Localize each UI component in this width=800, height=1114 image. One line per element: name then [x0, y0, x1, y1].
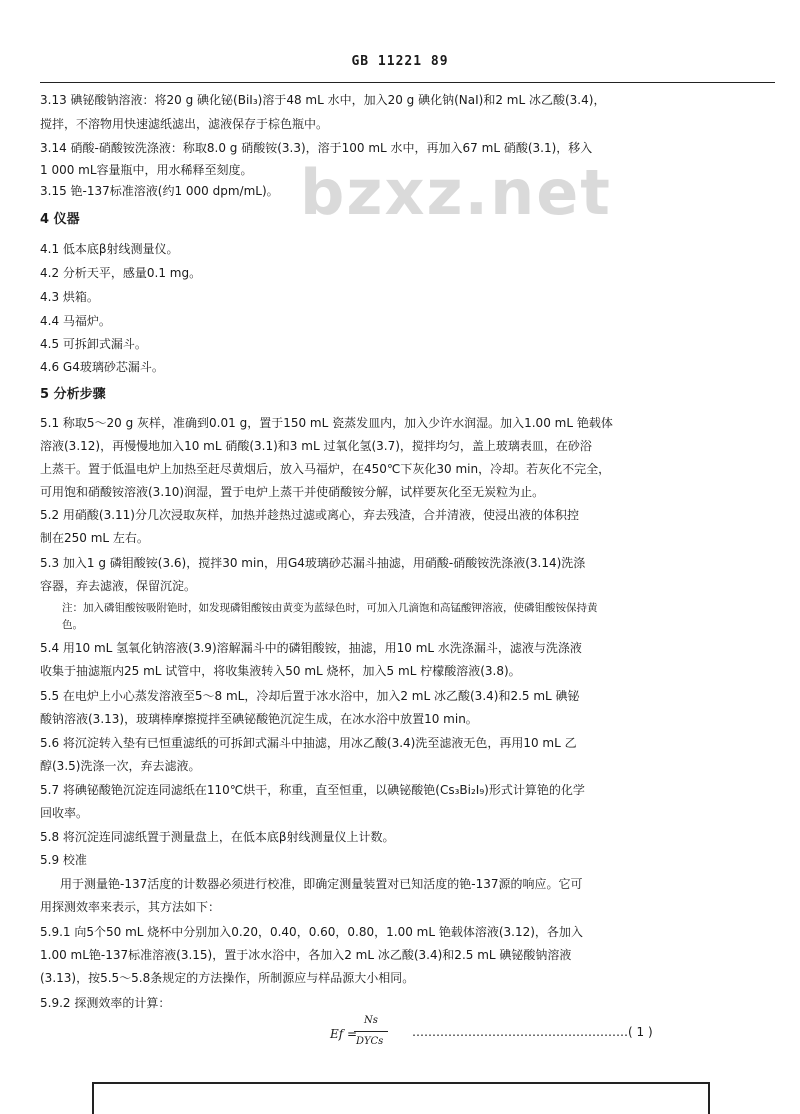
- text-line: 4.6 G4玻璃砂芯漏斗。: [40, 360, 164, 374]
- text-line: 5.8 将沉淀连同滤纸置于测量盘上，在低本底β射线测量仪上计数。: [40, 830, 395, 844]
- text-line: 容器，弃去滤液，保留沉淀。: [40, 579, 197, 593]
- text-line: 5.3 加入1 g 磷钼酸铵(3.6)，搅拌30 min，用G4玻璃砂芯漏斗抽滤，用硝酸-硝酸铵洗涤液(3.14)洗涤: [40, 556, 586, 570]
- note-line: 色。: [62, 619, 83, 631]
- equation-number: ………………………………………………( 1 ): [412, 1025, 653, 1039]
- equation-line: [330, 1015, 670, 1056]
- text-line: 溶液(3.12)，再慢慢地加入10 mL 硝酸(3.1)和3 mL 过氧化氢(3.7)，搅拌均匀，盖上玻璃表皿，在砂浴: [40, 439, 592, 453]
- formula-fraction: [330, 1014, 390, 1048]
- note-line: 注：加入磷钼酸铵吸附铯时，如发现磷钼酸铵由黄变为蓝绿色时，可加入几滴饱和高锰酸钾溶液，使磷钼酸铵保持黄: [62, 602, 598, 614]
- text-line: 3.13 碘铋酸钠溶液：将20 g 碘化铋(BiI₃)溶于48 mL 水中，加入20 g 碘化钠(NaI)和2 mL 冰乙酸(3.4)，: [40, 93, 606, 107]
- text-line: 搅拌，不溶物用快速滤纸滤出，滤液保存于棕色瓶中。: [40, 117, 329, 131]
- text-line: 5.9.1 向5个50 mL 烧杯中分别加入0.20，0.40，0.60，0.80，1.00 mL 铯载体溶液(3.12)，各加入: [40, 925, 583, 939]
- text-line: 收集于抽滤瓶内25 mL 试管中，将收集液转入50 mL 烧杯，加入5 mL 柠檬酸溶液(3.8)。: [40, 664, 521, 678]
- text-line: 4.3 烘箱。: [40, 290, 99, 304]
- formula-lhs: Ef =: [330, 1027, 358, 1041]
- text-line: 5.9 校准: [40, 853, 87, 867]
- text-line: 5.6 将沉淀转入垫有已恒重滤纸的可拆卸式漏斗中抽滤，用冰乙酸(3.4)洗至滤液无色，再用10 mL 乙: [40, 736, 577, 750]
- text-line: 用探测效率来表示，其方法如下：: [40, 900, 221, 914]
- text-line: 用于测量铯-137活度的计数器必须进行校准，即确定测量装置对已知活度的铯-137源的响应。它可: [60, 877, 583, 891]
- text-line: 5.1 称取5～20 g 灰样，准确到0.01 g，置于150 mL 瓷蒸发皿内，加入少许水润湿。加入1.00 mL 铯载体: [40, 416, 613, 430]
- text-line: 1.00 mL铯-137标准溶液(3.15)，置于冰水浴中，各加入2 mL 冰乙酸(3.4)和2.5 mL 碘铋酸钠溶液: [40, 948, 572, 962]
- text-line: (3.13)，按5.5～5.8条规定的方法操作，所制源应与样品源大小相同。: [40, 971, 415, 985]
- text-line: 回收率。: [40, 806, 89, 820]
- document-header: GB 11221 89: [351, 54, 449, 69]
- text-line: 3.15 铯-137标准溶液(约1 000 dpm/mL)。: [40, 184, 279, 198]
- formula-numerator: Ns: [364, 1015, 378, 1026]
- section-heading: 4 仪器: [40, 212, 80, 227]
- text-line: 5.5 在电炉上小心蒸发溶液至5～8 mL，冷却后置于冰水浴中，加入2 mL 冰乙酸(3.4)和2.5 mL 碘铋: [40, 689, 580, 703]
- text-line: 1 000 mL容量瓶中，用水稀释至刻度。: [40, 163, 253, 177]
- text-line: 5.7 将碘铋酸铯沉淀连同滤纸在110℃烘干，称重，直至恒重，以碘铋酸铯(Cs₃Bi₂I₉)形式计算铯的化学: [40, 783, 585, 797]
- text-line: 酸钠溶液(3.13)，玻璃棒摩擦搅拌至碘铋酸铯沉淀生成，在冰水浴中放置10 min。: [40, 712, 478, 726]
- text-line: 4.5 可拆卸式漏斗。: [40, 337, 147, 351]
- section-heading: 5 分析步骤: [40, 387, 106, 402]
- header-rule: [40, 82, 775, 83]
- text-line: 4.1 低本底β射线测量仪。: [40, 242, 179, 256]
- watermark: bzxz.net: [300, 156, 612, 229]
- text-line: 4.2 分析天平，感量0.1 mg。: [40, 266, 202, 280]
- bottom-frame: [92, 1082, 710, 1114]
- text-line: 5.4 用10 mL 氢氧化钠溶液(3.9)溶解漏斗中的磷钼酸铵，抽滤，用10 mL 水洗涤漏斗，滤液与洗涤液: [40, 641, 582, 655]
- text-line: 5.2 用硝酸(3.11)分几次浸取灰样，加热并趁热过滤或离心，弃去残渣，合并清液，使浸出液的体积控: [40, 508, 579, 522]
- text-line: 4.4 马福炉。: [40, 314, 111, 328]
- text-line: 可用饱和硝酸铵溶液(3.10)润湿，置于电炉上蒸干并使硝酸铵分解，试样要灰化至无炭粒为止。: [40, 485, 545, 499]
- text-line: 上蒸干。置于低温电炉上加热至赶尽黄烟后，放入马福炉，在450℃下灰化30 min，冷却。若灰化不完全，: [40, 462, 611, 476]
- text-line: 3.14 硝酸-硝酸铵洗涤液：称取8.0 g 硝酸铵(3.3)，溶于100 mL 水中，再加入67 mL 硝酸(3.1)，移入: [40, 141, 593, 155]
- formula-denominator: DYCs: [356, 1036, 384, 1047]
- text-line: 醇(3.5)洗涤一次，弃去滤液。: [40, 759, 201, 773]
- text-line: 5.9.2 探测效率的计算：: [40, 996, 171, 1010]
- text-line: 制在250 mL 左右。: [40, 531, 149, 545]
